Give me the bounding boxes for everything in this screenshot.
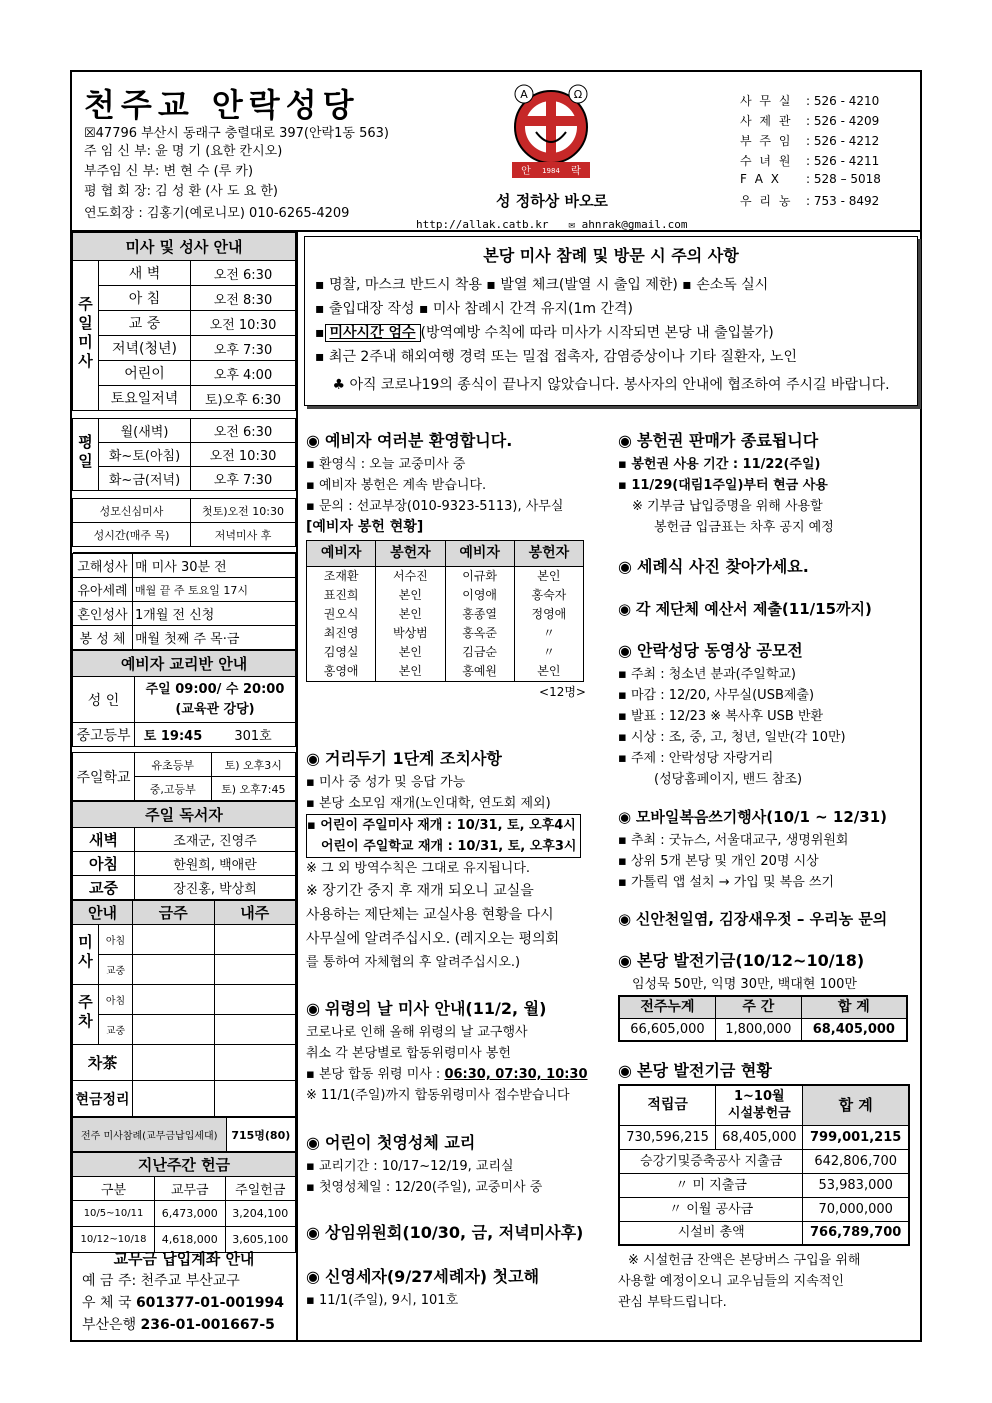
logo-omega: Ω (573, 88, 583, 101)
marian-mass-time: 첫토)오전 10:30 (191, 499, 296, 523)
notice-line: ▪ 최근 2주내 해외여행 경력 또는 밀접 접촉자, 감염증상이나 기타 질환자, 노인 (315, 349, 797, 365)
guide-slot: 교중 (99, 1015, 133, 1045)
logo-year: 1984 (542, 167, 560, 175)
weekday-mass-time: 오전 10:30 (191, 443, 296, 467)
phone-label: 수 녀 원 (740, 154, 793, 168)
fund-cumulative: 66,605,000 (619, 1019, 715, 1042)
fund-donors: 임성묵 50만, 익명 30만, 백대현 100만 (632, 977, 857, 992)
offering-period: 10/12~10/18 (73, 1227, 155, 1253)
council-title: ◉ 상임위원회(10/30, 금, 저녁미사후) (306, 1220, 626, 1246)
distancing-line: 어린이 주일학교 재개 : 10/31, 토, 오후3시 (306, 836, 581, 858)
fund-status-value: 642,806,700 (803, 1149, 909, 1173)
offering-header: 주일헌금 (225, 1177, 295, 1201)
sunday-mass-name: 교 중 (99, 311, 191, 336)
video-line: (성당홈페이지, 밴드 참조) (654, 772, 803, 787)
sponsor-name: 본인 (376, 643, 445, 662)
coupon-section (618, 428, 918, 538)
email-link[interactable]: ✉ ahnrak@gmail.com (568, 218, 688, 231)
mass-notice (304, 236, 918, 406)
reader-names: 장진홍, 박상희 (135, 876, 296, 900)
distancing-line: 사용하는 제단체는 교실사용 현황을 다시 (306, 907, 554, 923)
welcome-line: ▪ 문의 : 선교부장(010-9323-5113), 사무실 (306, 499, 564, 514)
sunday-label: 주일미사 (76, 295, 94, 372)
fund-header: 주 간 (715, 996, 801, 1019)
offering-period: 10/5~10/11 (73, 1201, 155, 1227)
guide-tea: 차茶 (73, 1045, 133, 1081)
catechumen-name: 권오식 (307, 605, 376, 624)
fund-status-title: ◉ 본당 발전기금 현황 (618, 1058, 918, 1084)
reader-mass: 새벽 (73, 828, 135, 852)
memorial-section (306, 996, 606, 1106)
pastor: 주 임 신 부: 윤 명 기 (요한 칸시오) (84, 144, 283, 159)
communion-title: ◉ 어린이 첫영성체 교리 (306, 1130, 606, 1156)
offering-dues: 4,618,000 (155, 1227, 225, 1253)
marian-mass-label: 성모신심미사 (73, 499, 191, 523)
catechumen-name: 표진희 (307, 586, 376, 605)
distancing-line: 를 통하여 자체협의 후 알려주십시오.) (306, 955, 521, 970)
adult-label: 성 인 (73, 677, 135, 723)
sacrament-info: 매월 끝 주 토요일 17시 (133, 578, 296, 602)
catechumen-name: 홍종열 (445, 605, 514, 624)
communion-line: ▪ 교리기간 : 10/17~12/19, 교리실 (306, 1159, 514, 1174)
sponsor-name: 〃 (514, 624, 583, 643)
sponsor-header: 예비자 (307, 541, 376, 567)
phone-label: 사 제 관 (740, 114, 793, 128)
fund-section (618, 948, 918, 1042)
fund-title: ◉ 본당 발전기금(10/12~10/18) (618, 948, 918, 974)
header (72, 72, 920, 232)
distancing-line: ▪ 어린이 주일미사 재개 : 10/31, 토, 오후4시 (306, 814, 581, 836)
fund-status-total: 799,001,215 (803, 1125, 909, 1149)
offering-sunday: 3,204,100 (225, 1201, 295, 1227)
table-row (307, 643, 584, 662)
catechumen-name: 조재환 (307, 567, 376, 587)
phone-number: : 528 – 5018 (806, 172, 881, 186)
catechumen-name: 이규화 (445, 567, 514, 587)
attendance-table (72, 1117, 296, 1152)
account-info (72, 1244, 296, 1340)
account-title: 교무금 납입계좌 안내 (113, 1250, 255, 1268)
sponsor-name: 서수진 (376, 567, 445, 587)
youth-class-room: 301호 (211, 723, 295, 747)
account-label: 우 체 국 (82, 1295, 136, 1311)
memorial-line: 코로나로 인해 올해 위령의 날 교구행사 (306, 1025, 528, 1040)
sponsor-name: 박상범 (376, 624, 445, 643)
phone-line (740, 92, 879, 109)
fund-status-note: 사용할 예정이오니 교우님들의 지속적인 (618, 1274, 844, 1289)
notice-title: 본당 미사 참례 및 방문 시 주의 사항 (483, 246, 739, 265)
account-value: 천주교 부산교구 (140, 1273, 240, 1289)
sponsor-count: <12명> (539, 685, 586, 699)
guide-slot: 아침 (99, 985, 133, 1015)
mobile-title: ◉ 모바일복음쓰기행사(10/1 ~ 12/31) (618, 804, 918, 830)
phone-line (740, 192, 879, 209)
guide-slot: 아침 (99, 925, 133, 955)
notice-closing: ♣ 아직 코로나19의 종식이 끝나지 않았습니다. 봉사자의 안내에 협조하여 주시길 바랍니다. (332, 377, 890, 393)
adult-time: 주일 09:00/ 수 20:00 (145, 681, 285, 697)
weekday-mass-name: 월(새벽) (99, 419, 191, 443)
sponsor-header: 봉헌자 (514, 541, 583, 567)
sponsor-header: 예비자 (445, 541, 514, 567)
welcome-title: ◉ 예비자 여러분 환영합니다. (306, 428, 606, 454)
youth-contact: 연도회장 : 김홍기(예로니모) 010-6265-4209 (84, 206, 350, 221)
readers-table (72, 801, 296, 900)
video-title: ◉ 안락성당 동영상 공모전 (618, 638, 918, 664)
guide-header: 안내 (73, 901, 133, 925)
mass-schedule-table (72, 232, 296, 553)
fund-status-label: 시설비 총액 (619, 1221, 803, 1245)
assistant-pastor: 부주임 신 부: 변 현 수 (루 카) (84, 164, 254, 179)
sacrament-info: 매 미사 30분 전 (133, 554, 296, 578)
catechumen-title: 예비자 교리반 안내 (73, 651, 296, 677)
notice-line: ▪ 명찰, 마스크 반드시 착용 ▪ 발열 체크(발열 시 출입 제한) ▪ 손소독 실시 (315, 277, 769, 293)
sunday-mass-time: 오전 8:30 (191, 286, 296, 311)
distancing-title: ◉ 거리두기 1단계 조치사항 (306, 746, 606, 772)
offering-table (72, 1152, 296, 1253)
catechumen-name: 홍옥준 (445, 624, 514, 643)
distancing-section (306, 746, 606, 975)
video-line: ▪ 발표 : 12/23 ※ 복사후 USB 반환 (618, 709, 824, 724)
sponsor-name: 〃 (514, 643, 583, 662)
sunday-mass-time: 오전 6:30 (191, 261, 296, 286)
sponsor-rows (307, 567, 584, 682)
fund-total: 68,405,000 (801, 1019, 907, 1042)
fund-status-label: 〃 이월 공사금 (619, 1197, 803, 1221)
coupon-line: ※ 기부금 납입증명을 위해 사용할 (632, 499, 823, 514)
sacrament-info: 1개월 전 신청 (133, 602, 296, 626)
fund-status-value: 70,000,000 (803, 1197, 909, 1221)
fund-status-section (618, 1058, 918, 1313)
sponsor-name: 본인 (514, 567, 583, 587)
sponsor-name: 홍숙자 (514, 586, 583, 605)
video-line: ▪ 시상 : 조, 중, 고, 청년, 일반(각 10만) (618, 730, 846, 745)
phone-label: 사 무 실 (740, 94, 793, 108)
sunday-mass-time: 오후 4:00 (191, 361, 296, 386)
distancing-line: ※ 장기간 중지 후 재개 되오니 교실을 (306, 883, 534, 899)
catechumen-name: 홍영애 (307, 662, 376, 682)
farm-title: ◉ 신안천일염, 김장새우젓 – 우리농 문의 (618, 906, 918, 932)
phone-number: : 753 - 8492 (806, 194, 880, 208)
guide-header: 내주 (214, 901, 296, 925)
newly-baptized-section (306, 1264, 606, 1311)
phone-number: : 526 - 4211 (806, 154, 880, 168)
council-section (306, 1220, 626, 1246)
weekday-mass-time: 오후 7:30 (191, 467, 296, 491)
catechumen-name: 김영실 (307, 643, 376, 662)
youth-class-time: 토 19:45 (135, 723, 212, 747)
catechumen-name: 이영애 (445, 586, 514, 605)
fund-status-note: ※ 시설헌금 잔액은 본당버스 구입을 위해 (628, 1253, 861, 1268)
school-time: 토) 오후7:45 (211, 777, 295, 801)
mobile-gospel-section (618, 804, 918, 893)
sacraments-table (72, 553, 296, 650)
fund-status-reserve: 730,596,215 (619, 1125, 716, 1149)
weekday-mass-time: 오전 6:30 (191, 419, 296, 443)
catechumen-name: 홍예원 (445, 662, 514, 682)
memorial-line: ※ 11/1(주일)까지 합동위령미사 접수받습니다 (306, 1088, 570, 1103)
distancing-line: 사무실에 알려주십시오. (레지오는 평의회 (306, 931, 560, 947)
newly-baptized-title: ◉ 신영세자(9/27세례자) 첫고해 (306, 1264, 606, 1290)
address: ☒47796 부산시 동래구 충렬대로 397(안락1동 563) (84, 126, 389, 141)
sponsor-name: 본인 (514, 662, 583, 682)
photo-section (618, 554, 918, 580)
youth-class-label: 중고등부 (73, 723, 135, 747)
phone-number: : 526 - 4212 (806, 134, 880, 148)
contacts (416, 218, 688, 231)
phone-label: 우 리 농 (740, 194, 793, 208)
phone-label: F A X (740, 172, 781, 186)
fund-status-note: 관심 부탁드립니다. (618, 1295, 727, 1310)
notice-line: (방역예방 수칙에 따라 미사가 시작되면 본당 내 출입불가) (420, 325, 774, 341)
reader-mass: 교중 (73, 876, 135, 900)
weekday-mass-name: 화~토(아침) (99, 443, 191, 467)
parish-title: 천주교 안락성당 (84, 86, 360, 124)
table-row (307, 624, 584, 643)
mobile-line: ▪ 가톨릭 앱 설치 → 가입 및 복음 쓰기 (618, 875, 835, 890)
memorial-line: ▪ 본당 합동 위령 미사 : (306, 1067, 445, 1082)
sacrament-info: 매월 첫째 주 목·금 (133, 626, 296, 650)
sunday-mass-name: 어린이 (99, 361, 191, 386)
fund-status-grand-total: 766,789,700 (803, 1221, 909, 1245)
sunday-mass-name: 토요일저녁 (99, 386, 191, 411)
table-row (307, 662, 584, 682)
holy-hour-time: 저녁미사 후 (191, 523, 296, 547)
fund-header: 합 계 (801, 996, 907, 1019)
sponsor-name: 정영애 (514, 605, 583, 624)
phone-line (740, 152, 879, 169)
account-label: 부산은행 (82, 1317, 141, 1333)
reader-mass: 아침 (73, 852, 135, 876)
phone-label: 부 주 임 (740, 134, 793, 148)
fund-status-facility: 68,405,000 (716, 1125, 803, 1149)
reader-names: 조재군, 진영주 (135, 828, 296, 852)
sponsor-name: 본인 (376, 662, 445, 682)
welcome-section (306, 428, 606, 703)
phone-number: : 526 - 4210 (806, 94, 880, 108)
notice-line: ▪ 출입대장 작성 ▪ 미사 참례시 간격 유지(1m 간격) (315, 301, 633, 317)
logo-right-text: 락 (571, 166, 581, 177)
sacrament-name: 혼인성사 (73, 602, 133, 626)
sunday-school-label: 주일학교 (73, 753, 135, 801)
website-link[interactable]: http://allak.catb.kr (416, 218, 549, 231)
farm-section (618, 906, 918, 932)
memorial-line: 취소 각 본당별로 합동위령미사 봉헌 (306, 1046, 511, 1061)
offering-dues: 6,473,000 (155, 1201, 225, 1227)
offering-header: 교무금 (155, 1177, 225, 1201)
fund-status-header: 합 계 (803, 1085, 909, 1125)
sacrament-name: 유아세례 (73, 578, 133, 602)
school-group: 유초등부 (135, 753, 212, 777)
fund-table (618, 995, 908, 1042)
reader-title: 주일 독서자 (73, 802, 296, 828)
attendance-label: 전주 미사참례(교무금납입세대) (73, 1118, 227, 1152)
adult-place: (교육관 강당) (175, 701, 255, 717)
phone-line (740, 112, 879, 129)
catechumen-table (72, 650, 296, 801)
guide-slot: 교중 (99, 955, 133, 985)
distancing-line: ▪ 미사 중 성가 및 응답 가능 (306, 775, 466, 790)
fund-status-value: 53,983,000 (803, 1173, 909, 1197)
phone-line (740, 132, 879, 149)
weekday-mass-name: 화~금(저녁) (99, 467, 191, 491)
coupon-period: ▪ 봉헌권 사용 기간 : 11/22(주일) (618, 457, 821, 472)
video-contest-section (618, 638, 918, 790)
sunday-mass-time: 오후 7:30 (191, 336, 296, 361)
offering-title: 지난주간 헌금 (73, 1153, 296, 1177)
sunday-mass-name: 저녁(청년) (99, 336, 191, 361)
table-row (307, 586, 584, 605)
fund-status-table (618, 1084, 910, 1246)
sunday-mass-time: 오전 10:30 (191, 311, 296, 336)
sponsor-name: 본인 (376, 605, 445, 624)
communion-line: ▪ 첫영성체일 : 12/20(주일), 교중미사 중 (306, 1180, 543, 1195)
memorial-title: ◉ 위령의 날 미사 안내(11/2, 월) (306, 996, 606, 1022)
parish-logo (506, 82, 596, 182)
fund-status-label: 〃 미 지출금 (619, 1173, 803, 1197)
catechumen-name: 최진영 (307, 624, 376, 643)
catechumen-name: 김금순 (445, 643, 514, 662)
attendance-value: 715명(80) (226, 1118, 295, 1152)
distancing-line: ※ 그 외 방역수칙은 그대로 유지됩니다. (306, 861, 531, 876)
holy-hour-label: 성시간(매주 목) (73, 523, 191, 547)
school-time: 토) 오후3시 (211, 753, 295, 777)
sunday-mass-name: 아 침 (99, 286, 191, 311)
guide-table (72, 900, 296, 1117)
left-column (72, 232, 298, 1340)
table-row (307, 567, 584, 587)
sponsor-name: 본인 (376, 586, 445, 605)
weekday-label: 평일 (76, 433, 94, 472)
phone-line (740, 172, 881, 186)
coupon-line: 봉헌금 입금표는 차후 공지 예정 (654, 520, 834, 535)
fund-status-header: 시설봉헌금 (727, 1106, 791, 1122)
budget-section (618, 596, 918, 622)
welcome-subtitle: [예비자 봉헌 현황] (306, 519, 424, 535)
sponsor-header: 봉헌자 (376, 541, 445, 567)
notice-emphasis: 미사시간 엄수 (325, 324, 421, 342)
logo-left-text: 안 (521, 166, 531, 177)
fund-status-header: 적립금 (619, 1085, 716, 1125)
coupon-line: ▪ 11/29(대림1주일)부터 현금 사용 (618, 478, 828, 493)
budget-title: ◉ 각 제단체 예산서 제출(11/15까지) (618, 596, 918, 622)
fund-weekly: 1,800,000 (715, 1019, 801, 1042)
account-value: 601377-01-001994 (135, 1295, 284, 1311)
bulletin-page (70, 70, 922, 1342)
sacrament-name: 고해성사 (73, 554, 133, 578)
guide-cash: 현금정리 (73, 1081, 133, 1117)
mobile-line: ▪ 상위 5개 본당 및 개인 20명 시상 (618, 854, 819, 869)
communion-section (306, 1130, 606, 1198)
mass-title: 미사 및 성사 안내 (73, 233, 296, 261)
reader-names: 한원희, 백애란 (135, 852, 296, 876)
logo-alpha: A (520, 88, 528, 101)
guide-mass-label: 미사 (76, 933, 94, 972)
fund-status-header: 1~10월 (733, 1089, 785, 1105)
video-line: ▪ 주제 : 안락성당 자랑거리 (618, 751, 774, 766)
account-label: 예 금 주: (82, 1273, 141, 1289)
distancing-line: ▪ 본당 소모임 재개(노인대학, 연도회 제외) (306, 796, 551, 811)
video-line: ▪ 주최 : 청소년 분과(주일학교) (618, 667, 797, 682)
guide-parking-label: 주차 (76, 993, 94, 1032)
account-value: 236-01-001667-5 (140, 1317, 275, 1333)
table-row (307, 605, 584, 624)
fund-header: 전주누계 (619, 996, 715, 1019)
sunday-mass-name: 새 벽 (99, 261, 191, 286)
photo-title: ◉ 세례식 사진 찾아가세요. (618, 554, 918, 580)
catechumen-sponsor-table (306, 540, 584, 682)
offering-header: 구분 (73, 1177, 155, 1201)
memorial-times: 06:30, 07:30, 10:30 (444, 1067, 588, 1082)
school-group: 중,고등부 (135, 777, 212, 801)
mobile-line: ▪ 추최 : 굿뉴스, 서울대교구, 생명위원회 (618, 833, 849, 848)
patron-saint: 성 정하상 바오로 (496, 192, 608, 210)
offering-sunday: 3,605,100 (225, 1227, 295, 1253)
welcome-line: ▪ 환영식 : 오늘 교중미사 중 (306, 457, 466, 472)
council-president: 평 협 회 장: 김 성 환 (사 도 요 한) (84, 184, 278, 199)
welcome-line: ▪ 예비자 봉헌은 계속 받습니다. (306, 478, 487, 493)
newly-baptized-line: ▪ 11/1(주일), 9시, 101호 (306, 1293, 459, 1308)
coupon-title: ◉ 봉헌권 판매가 종료됩니다 (618, 428, 918, 454)
video-line: ▪ 마감 : 12/20, 사무실(USB제출) (618, 688, 815, 703)
sacrament-name: 봉 성 체 (73, 626, 133, 650)
fund-status-label: 승강기및증축공사 지출금 (619, 1149, 803, 1173)
phone-number: : 526 - 4209 (806, 114, 880, 128)
guide-header: 금주 (133, 901, 215, 925)
coupon-line (618, 454, 918, 475)
sunday-mass-time: 토)오후 6:30 (191, 386, 296, 411)
notice-bullet: ▪ (315, 325, 325, 341)
